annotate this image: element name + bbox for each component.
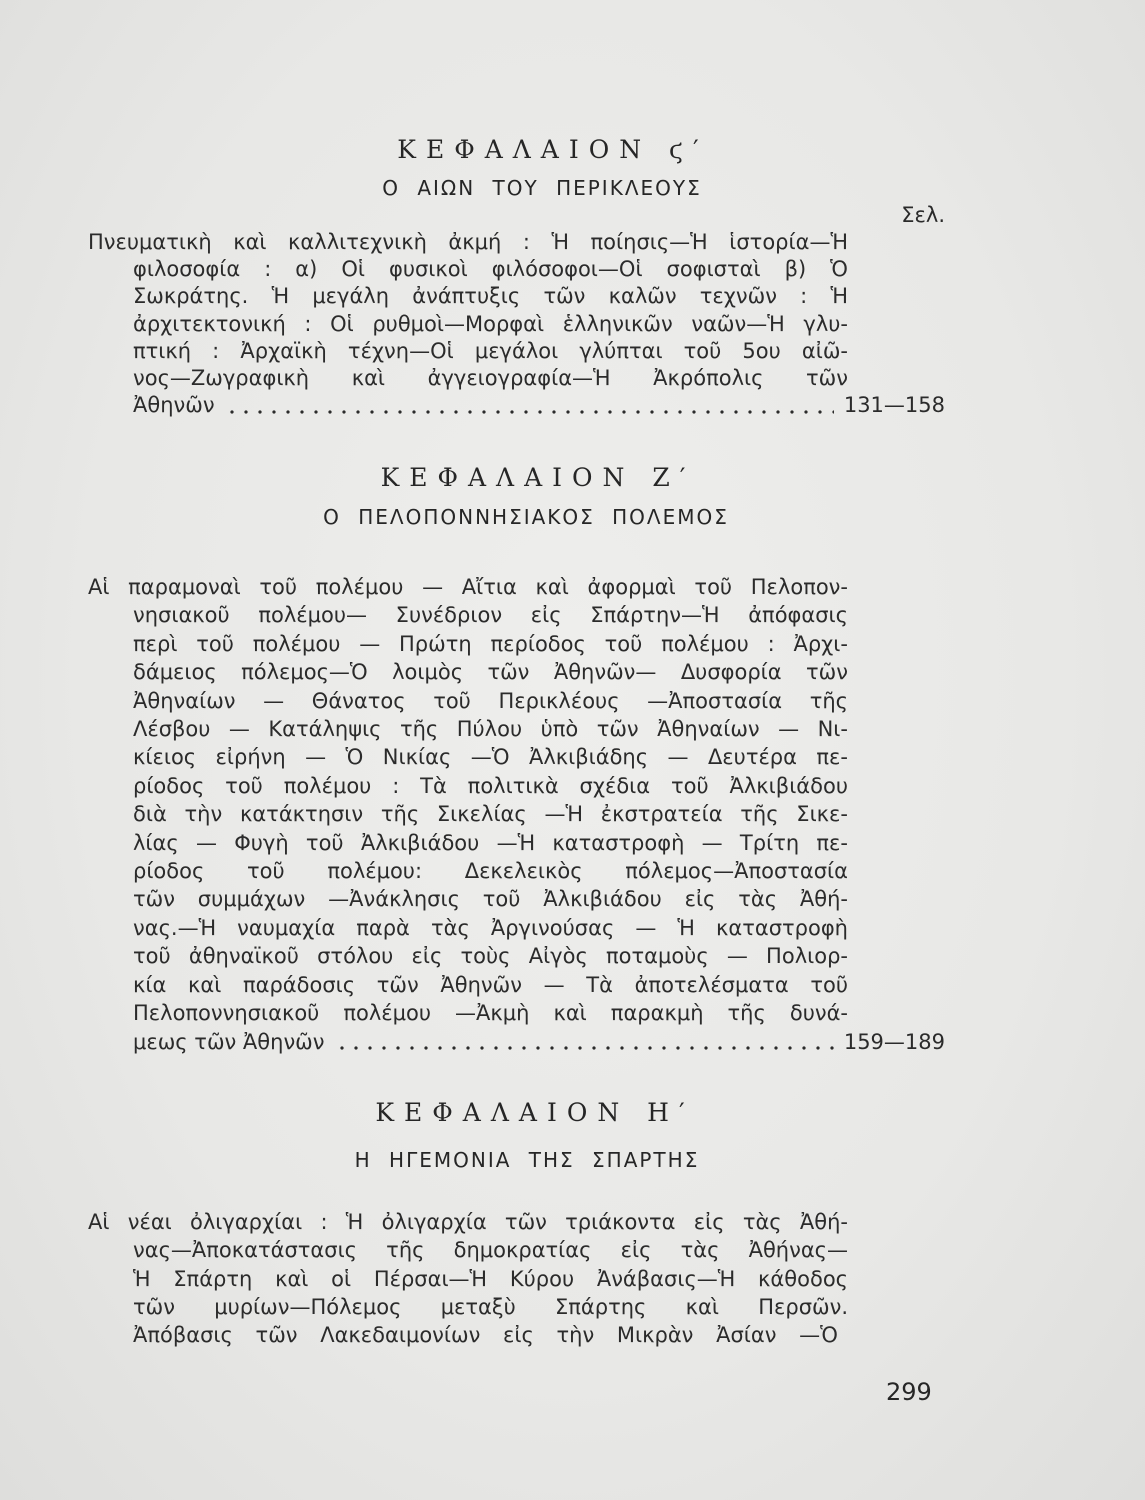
toc-description-line: κίειος εἰρήνη — Ὁ Νικίας —Ὁ Ἀλκιβιάδης — Δευτέρα πε- xyxy=(133,745,848,770)
toc-description-line: Αἱ παραμοναὶ τοῦ πολέμου — Αἴτια καὶ ἀφορμαὶ τοῦ Πελοπον- xyxy=(88,575,848,599)
page-number: 299 xyxy=(886,1378,932,1406)
toc-description-line: περὶ τοῦ πολέμου — Πρώτη περίοδος τοῦ πολέμου : Ἀρχι- xyxy=(133,631,848,656)
chapter-heading: ΚΕΦΑΛΑΙΟΝ Η′ xyxy=(375,1098,695,1127)
chapter-title: Ο ΑΙΩΝ ΤΟΥ ΠΕΡΙΚΛΕΟΥΣ xyxy=(382,176,702,200)
toc-description-line: Πνευματικὴ καὶ καλλιτεχνικὴ ἀκμή : Ἡ ποίησις—Ἡ ἱστορία—Ἡ xyxy=(88,230,848,254)
toc-description-line: Πελοποννησιακοῦ πολέμου —Ἀκμὴ καὶ παρακμὴ τῆς δυνά- xyxy=(133,1001,848,1026)
chapter-heading: ΚΕΦΑΛΑΙΟΝ Ζ′ xyxy=(380,463,696,492)
toc-description-line: ἀρχιτεκτονική : Οἱ ρυθμοὶ—Μορφαὶ ἑλληνικῶν ναῶν—Ἡ γλυ- xyxy=(133,311,848,336)
chapter-heading: ΚΕΦΑΛΑΙΟΝ ϛ′ xyxy=(397,135,709,164)
toc-description-line: λίας — Φυγὴ τοῦ Ἀλκιβιάδου —Ἡ καταστροφὴ — Τρίτη πε- xyxy=(133,830,848,855)
toc-description-line: δάμειος πόλεμος—Ὁ λοιμὸς τῶν Ἀθηνῶν— Δυσφορία τῶν xyxy=(133,660,848,685)
page-range: 131—158 xyxy=(843,393,945,418)
toc-description-line: κία καὶ παράδοσις τῶν Ἀθηνῶν — Τὰ ἀποτελέσματα τοῦ xyxy=(133,972,848,997)
toc-description-line: νος—Ζωγραφικὴ καὶ ἀγγειογραφία—Ἡ Ἀκρόπολις τῶν xyxy=(133,366,848,391)
toc-description-line: ρίοδος τοῦ πολέμου : Τὰ πολιτικὰ σχέδια τοῦ Ἀλκιβιάδου xyxy=(133,773,848,798)
toc-description-line: νας—Ἀποκατάστασις τῆς δημοκρατίας εἰς τὰς Ἀθήνας— xyxy=(133,1238,848,1263)
toc-entry xyxy=(88,229,945,419)
toc-description-line: Λέσβου — Κατάληψις τῆς Πύλου ὑπὸ τῶν Ἀθηναίων — Νι- xyxy=(133,717,848,742)
toc-description-line: Αἱ νέαι ὀλιγαρχίαι : Ἡ ὀλιγαρχία τῶν τριάκοντα εἰς τὰς Ἀθή- xyxy=(88,1210,848,1234)
dot-leader xyxy=(335,1028,834,1056)
toc-entry xyxy=(88,573,945,1056)
toc-description-line: τῶν μυρίων—Πόλεμος μεταξὺ Σπάρτης καὶ Περσῶν. xyxy=(133,1294,848,1319)
toc-description-line: διὰ τὴν κατάκτησιν τῆς Σικελίας —Ἡ ἐκστρατεία τῆς Σικε- xyxy=(133,802,848,827)
chapter-title: Η ΗΓΕΜΟΝΙΑ ΤΗΣ ΣΠΑΡΤΗΣ xyxy=(354,1148,700,1172)
toc-description-line: τοῦ ἀθηναϊκοῦ στόλου εἰς τοὺς Αἰγὸς ποταμοὺς — Πολιορ- xyxy=(133,944,848,969)
toc-description-line: Ἀθηναίων — Θάνατος τοῦ Περικλέους —Ἀποστασία τῆς xyxy=(133,688,848,713)
toc-description-line: Ἡ Σπάρτη καὶ οἱ Πέρσαι—Ἡ Κύρου Ἀνάβασις—Ἡ κάθοδος xyxy=(133,1266,848,1291)
toc-entry-final-line xyxy=(133,1028,945,1056)
page-range: 159—189 xyxy=(843,1029,945,1054)
toc-entry xyxy=(88,1208,945,1349)
pages-column-label: Σελ. xyxy=(901,203,945,227)
dot-leader xyxy=(225,392,834,419)
toc-description-line: Σωκράτης. Ἡ μεγάλη ἀνάπτυξις τῶν καλῶν τεχνῶν : Ἡ xyxy=(133,284,848,309)
toc-description-line: νας.—Ἡ ναυμαχία παρὰ τὰς Ἀργινούσας — Ἡ καταστροφὴ xyxy=(133,915,848,940)
toc-description-line: Ἀθηνῶν xyxy=(133,393,215,418)
toc-description-line: Ἀπόβασις τῶν Λακεδαιμονίων εἰς τὴν Μικρὰν Ἀσίαν —Ὁ xyxy=(133,1323,838,1348)
toc-description-line: ρίοδος τοῦ πολέμου: Δεκελεικὸς πόλεμος—Ἀποστασία xyxy=(133,859,848,884)
toc-description-line: μεως τῶν Ἀθηνῶν xyxy=(133,1029,325,1054)
toc-description-line: νησιακοῦ πολέμου— Συνέδριον εἰς Σπάρτην—Ἡ ἀπόφασις xyxy=(133,603,848,628)
toc-description-line: πτική : Ἀρχαϊκὴ τέχνη—Οἱ μεγάλοι γλύπται τοῦ 5ου αἰῶ- xyxy=(133,338,848,363)
toc-entry-final-line xyxy=(133,392,945,419)
toc-description-line: τῶν συμμάχων —Ἀνάκλησις τοῦ Ἀλκιβιάδου εἰς τὰς Ἀθή- xyxy=(133,887,848,912)
chapter-title: Ο ΠΕΛΟΠΟΝΝΗΣΙΑΚΟΣ ΠΟΛΕΜΟΣ xyxy=(323,505,729,529)
toc-description-line: φιλοσοφία : α) Οἱ φυσικοὶ φιλόσοφοι—Οἱ σοφισταὶ β) Ὁ xyxy=(133,257,848,282)
